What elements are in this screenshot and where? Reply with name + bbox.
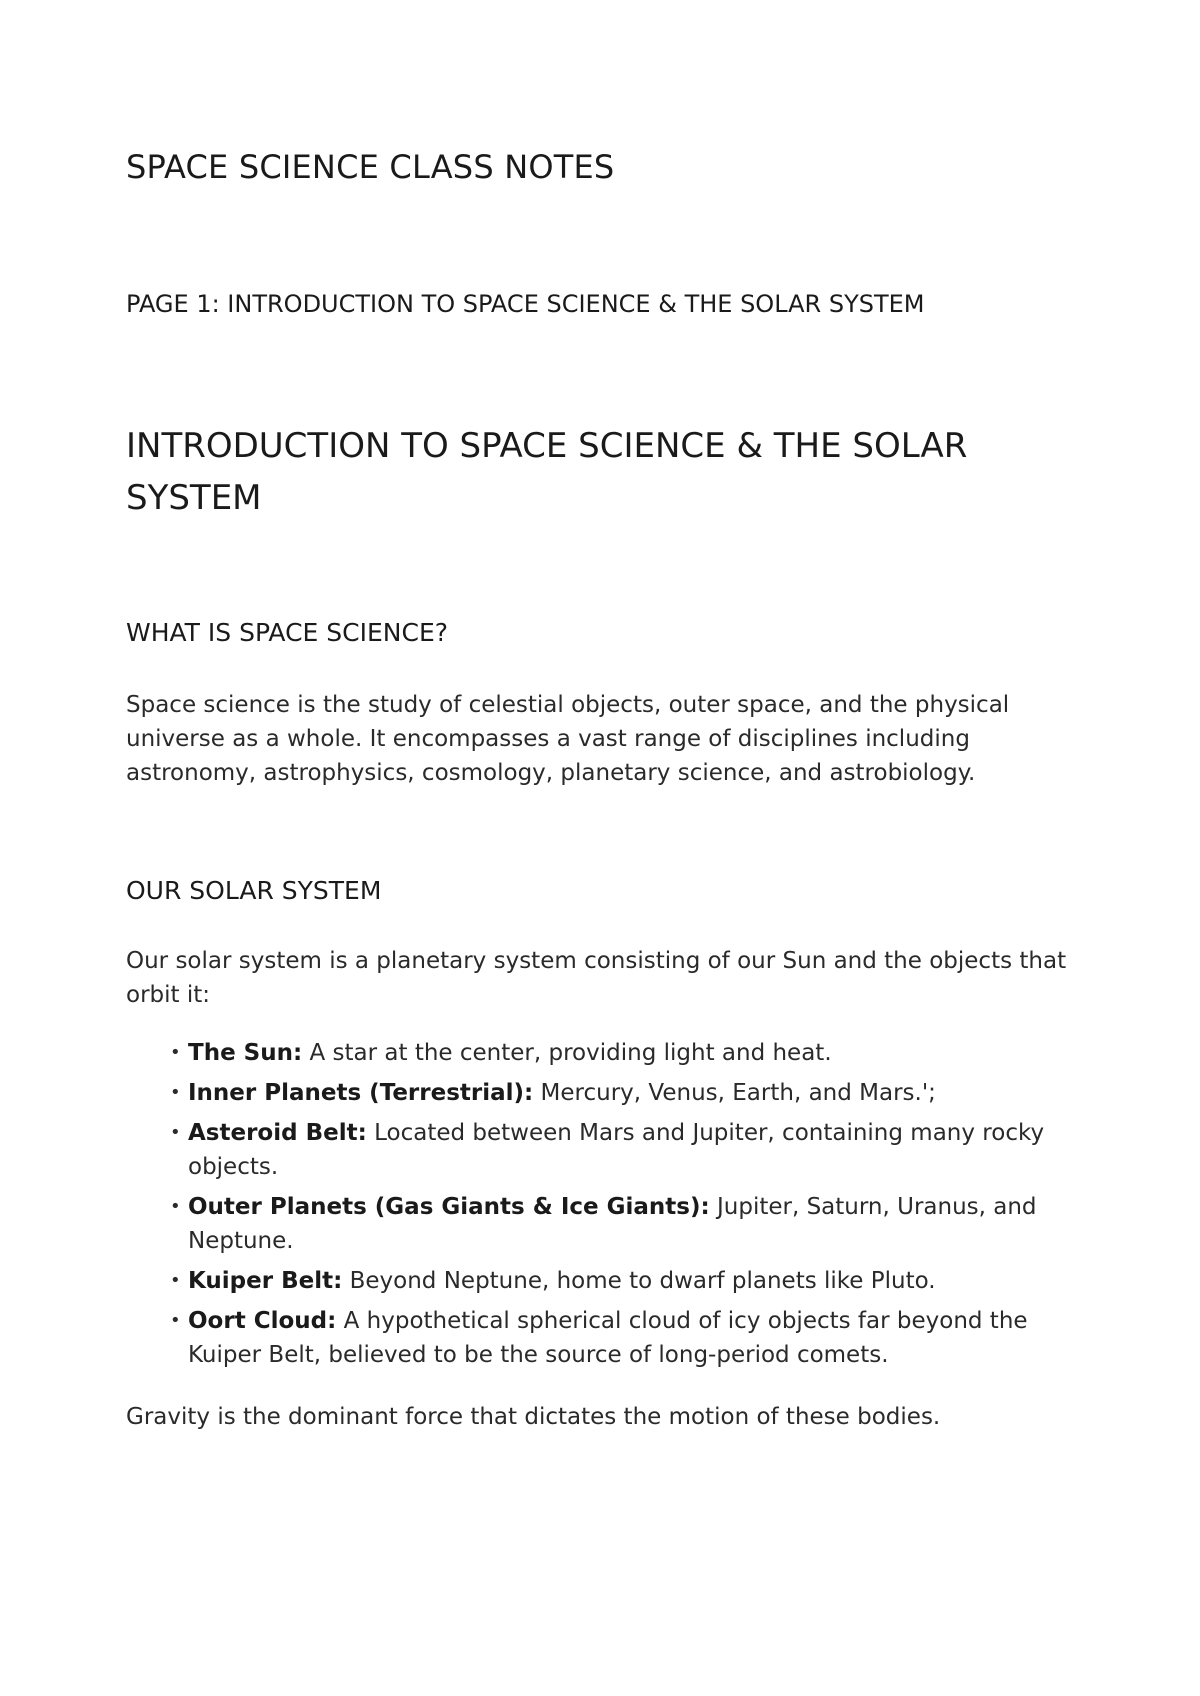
list-item (170, 1190, 1050, 1258)
main-heading: INTRODUCTION TO SPACE SCIENCE & THE SOLAR SYSTEM (126, 426, 968, 518)
list-item-term: Kuiper Belt: (188, 1268, 343, 1294)
solar-system-list (170, 1036, 1050, 1378)
list-item-text: Beyond Neptune, home to dwarf planets like Pluto. (342, 1268, 936, 1294)
list-item (170, 1076, 1050, 1110)
list-item (170, 1116, 1050, 1184)
list-item-term: The Sun: (188, 1040, 303, 1066)
bullet-icon: • (170, 1196, 181, 1217)
list-item-text: Jupiter, Saturn, Uranus, and Neptune. (188, 1194, 1037, 1254)
section-heading-our-solar-system: OUR SOLAR SYSTEM (126, 876, 382, 905)
document-title: SPACE SCIENCE CLASS NOTES (126, 148, 615, 186)
bullet-icon: • (170, 1082, 181, 1103)
list-item (170, 1036, 1050, 1070)
list-item (170, 1264, 1050, 1298)
list-item-text: Mercury, Venus, Earth, and Mars.'; (533, 1080, 936, 1106)
bullet-icon: • (170, 1310, 181, 1331)
list-item-text: Located between Mars and Jupiter, containing many rocky objects. (188, 1120, 1045, 1180)
list-item-term: Inner Planets (Terrestrial): (188, 1080, 534, 1106)
section-heading-what-is-space-science: WHAT IS SPACE SCIENCE? (126, 618, 449, 647)
list-item-term: Oort Cloud: (188, 1308, 337, 1334)
list-item (170, 1304, 1050, 1372)
gravity-statement: Gravity is the dominant force that dictates the motion of these bodies. (126, 1404, 941, 1430)
list-item-term: Asteroid Belt: (188, 1120, 367, 1146)
bullet-icon: • (170, 1270, 181, 1291)
bullet-icon: • (170, 1042, 181, 1063)
list-item-text: A star at the center, providing light and heat. (302, 1040, 832, 1066)
list-item-term: Outer Planets (Gas Giants & Ice Giants): (188, 1194, 710, 1220)
page-label: PAGE 1: INTRODUCTION TO SPACE SCIENCE & THE SOLAR SYSTEM (126, 290, 925, 318)
space-science-definition: Space science is the study of celestial objects, outer space, and the physical universe as a whole. It encompasses a vast range of disciplines including astronomy, astrophysics, cosmology, planetary science, and astrobiology. (126, 692, 1010, 786)
bullet-icon: • (170, 1122, 181, 1143)
solar-system-intro: Our solar system is a planetary system consisting of our Sun and the objects that orbit it: (126, 948, 1067, 1008)
list-item-text: A hypothetical spherical cloud of icy objects far beyond the Kuiper Belt, believed to be the source of long-period comets. (188, 1308, 1028, 1368)
